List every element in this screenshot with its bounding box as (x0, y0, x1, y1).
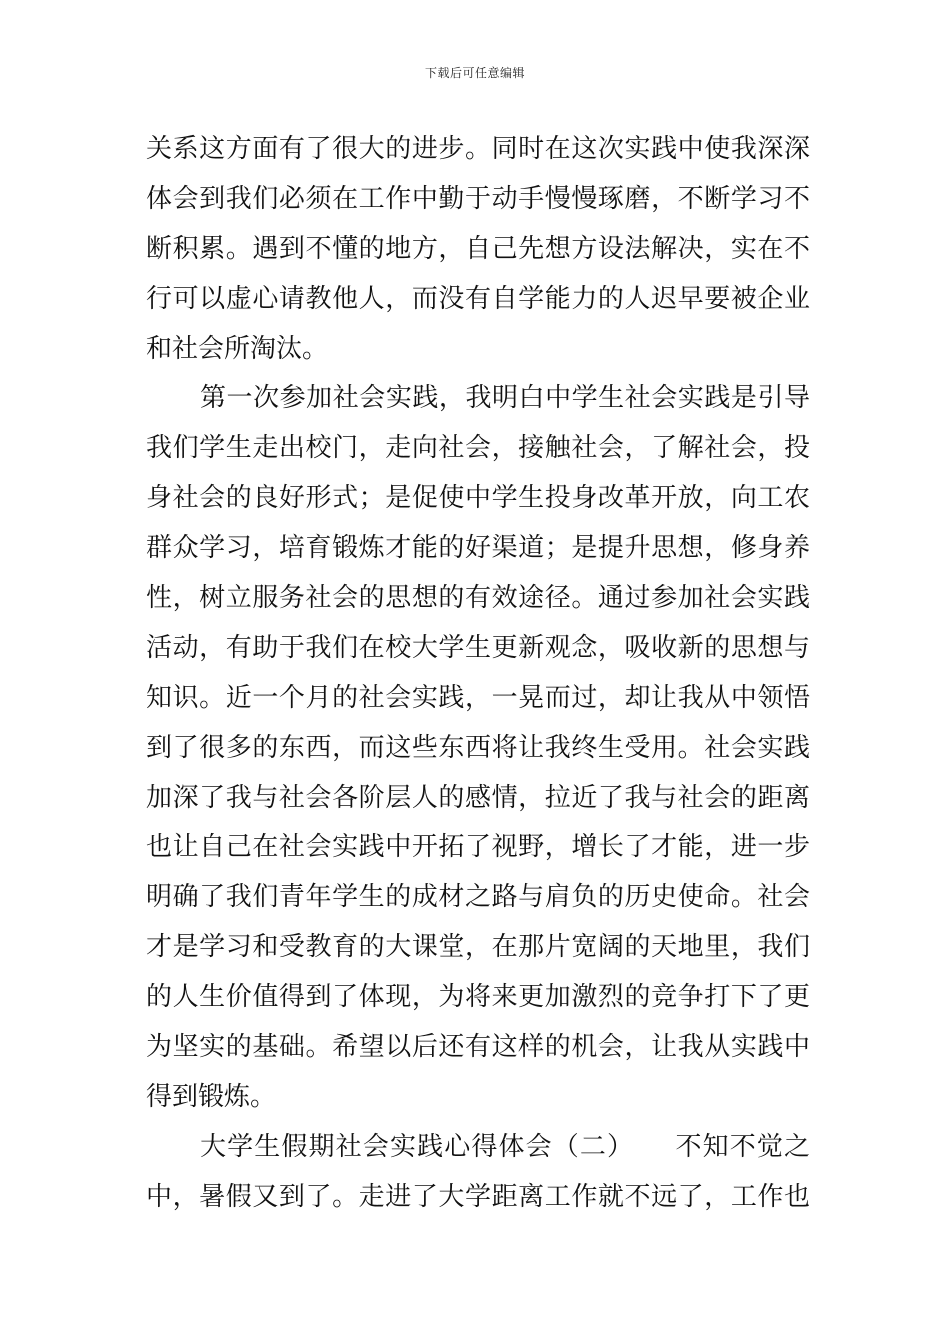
paragraph-first-line: 第一次参加社会实践，我明白中学生社会实践是引导 (200, 383, 810, 414)
text-line: 活动，有助于我们在校大学生更新观念，吸收新的思想与 (146, 632, 810, 663)
text-line: 知识。近一个月的社会实践，一晃而过，却让我从中领悟 (146, 682, 810, 713)
text-line: 断积累。遇到不懂的地方，自己先想方设法解决，实在不 (146, 233, 810, 264)
document-body (146, 125, 810, 1223)
text-line: 得到锻炼。 (146, 1081, 277, 1112)
text-line: 行可以虚心请教他人，而没有自学能力的人迟早要被企业 (146, 283, 810, 314)
text-line: 性，树立服务社会的思想的有效途径。通过参加社会实践 (146, 583, 810, 614)
paragraph-first-line: 大学生假期社会实践心得体会（二） 不知不觉之 (200, 1131, 810, 1162)
text-line: 身社会的良好形式；是促使中学生投身改革开放，向工农 (146, 483, 810, 514)
text-line: 的人生价值得到了体现，为将来更加激烈的竞争打下了更 (146, 982, 810, 1013)
text-line: 中，暑假又到了。走进了大学距离工作就不远了，工作也 (146, 1181, 810, 1212)
text-line: 才是学习和受教育的大课堂，在那片宽阔的天地里，我们 (146, 932, 810, 963)
text-line: 体会到我们必须在工作中勤于动手慢慢琢磨，不断学习不 (146, 183, 810, 214)
text-line: 我们学生走出校门，走向社会，接触社会，了解社会，投 (146, 433, 810, 464)
text-line: 也让自己在社会实践中开拓了视野，增长了才能，进一步 (146, 832, 810, 863)
text-line: 到了很多的东西，而这些东西将让我终生受用。社会实践 (146, 732, 810, 763)
text-line: 加深了我与社会各阶层人的感情，拉近了我与社会的距离 (146, 782, 810, 813)
text-line: 明确了我们青年学生的成材之路与肩负的历史使命。社会 (146, 882, 810, 913)
text-line: 和社会所淘汰。 (146, 333, 329, 364)
text-line: 关系这方面有了很大的进步。同时在这次实践中使我深深 (146, 134, 810, 164)
text-line: 群众学习，培育锻炼才能的好渠道；是提升思想，修身养 (146, 533, 810, 564)
page-header: 下载后可任意编辑 (424, 66, 525, 80)
text-line: 为坚实的基础。希望以后还有这样的机会，让我从实践中 (146, 1032, 810, 1063)
